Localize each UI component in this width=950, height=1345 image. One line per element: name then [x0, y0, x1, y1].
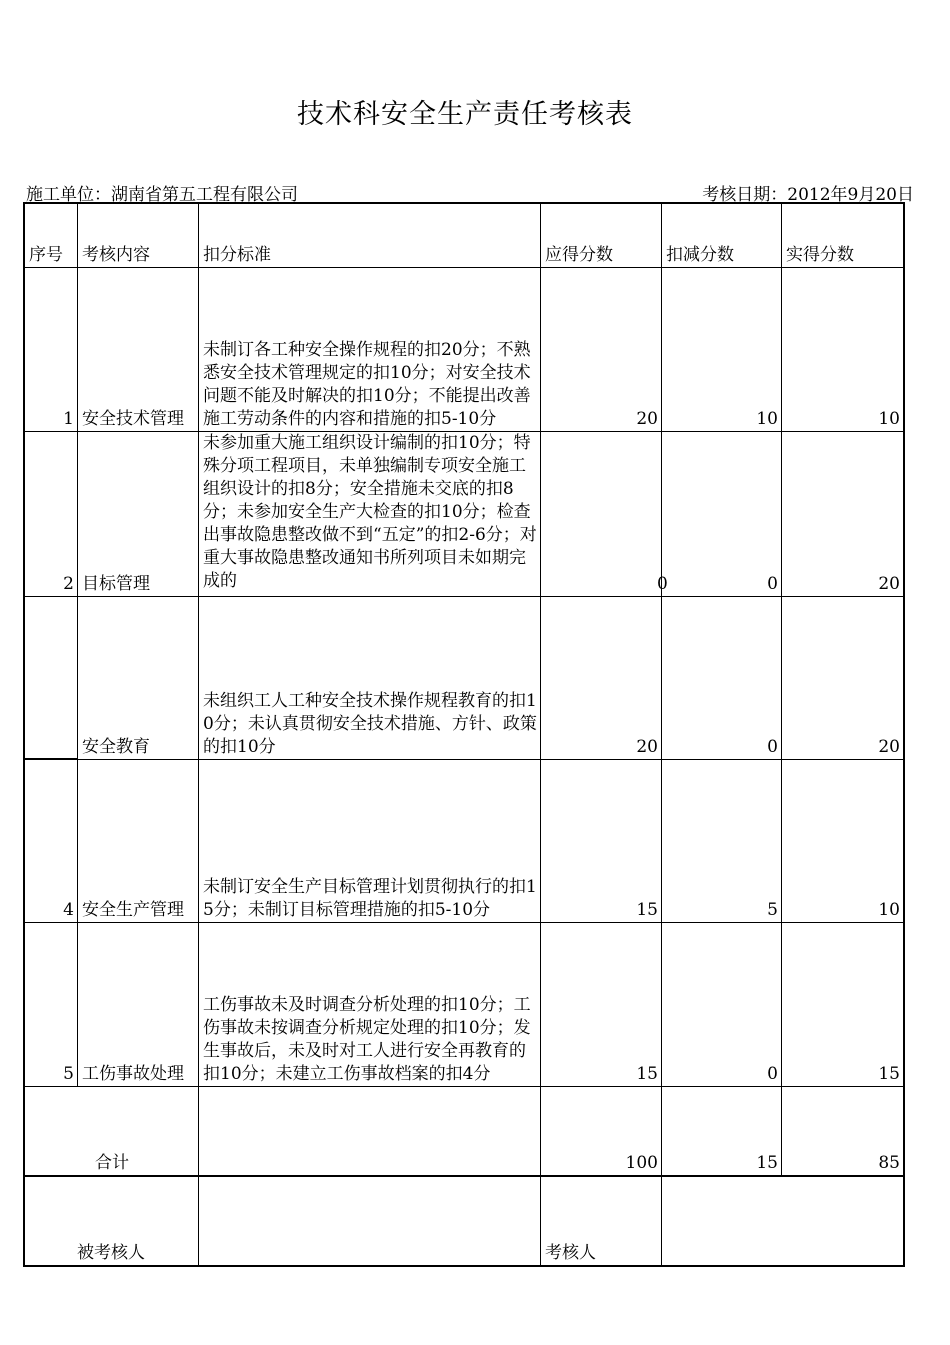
row-1-criteria: 未制订各工种安全操作规程的扣20分；不熟悉安全技术管理规定的扣10分；对安全技术问题不能及时解决的扣10分；不能提出改善施工劳动条件的内容和措施的扣5-10分: [198, 267, 541, 432]
header-no: 序号: [23, 202, 78, 268]
row-2-deduct: 0: [661, 431, 782, 597]
page-title: 技术科安全生产责任考核表: [297, 99, 633, 130]
row-1-no: 1: [23, 267, 78, 432]
row-3-deduct: 0: [661, 596, 782, 760]
construction-unit: 施工单位：湖南省第五工程有限公司: [26, 185, 298, 205]
total-actual: 85: [781, 1086, 905, 1177]
row-2-due: 0: [540, 431, 662, 597]
row-1-deduct: 10: [661, 267, 782, 432]
row-4-content: 安全生产管理: [77, 759, 199, 923]
row-4-due: 15: [540, 759, 662, 923]
row-4-actual: 10: [781, 759, 905, 923]
row-4-no: 4: [23, 759, 78, 923]
row-2-actual: 20: [781, 431, 905, 597]
assessor-label: 考核人: [540, 1176, 662, 1267]
total-criteria: [198, 1086, 541, 1177]
row-3-criteria: 未组织工人工种安全技术操作规程教育的扣10分；未认真贯彻安全技术措施、方针、政策的扣10分: [198, 596, 541, 760]
row-5-actual: 15: [781, 922, 905, 1087]
row-5-deduct: 0: [661, 922, 782, 1087]
row-3-content: 安全教育: [77, 596, 199, 760]
assessment-date: 考核日期：2012年9月20日: [702, 185, 914, 205]
row-4-criteria: 未制订安全生产目标管理计划贯彻执行的扣15分；未制订目标管理措施的扣5-10分: [198, 759, 541, 923]
row-5-due: 15: [540, 922, 662, 1087]
row-4-deduct: 5: [661, 759, 782, 923]
header-deduct: 扣减分数: [661, 202, 782, 268]
row-5-no: 5: [23, 922, 78, 1087]
header-criteria: 扣分标准: [198, 202, 541, 268]
row-1-actual: 10: [781, 267, 905, 432]
row-3-no: [23, 596, 78, 760]
header-due: 应得分数: [540, 202, 662, 268]
row-2-criteria: 未参加重大施工组织设计编制的扣10分；特殊分项工程项目，未单独编制专项安全施工组织设计的扣8分；安全措施未交底的扣8分；未参加安全生产大检查的扣10分；检查出事故隐患整改做不到“五定”的扣2-6分；对重大事故隐患整改通知书所列项目未如期完成的: [198, 431, 541, 597]
row-5-criteria: 工伤事故未及时调查分析处理的扣10分；工伤事故未按调查分析规定处理的扣10分；发生事故后，未及时对工人进行安全再教育的扣10分；未建立工伤事故档案的扣4分: [198, 922, 541, 1087]
assessee-label: 被考核人: [23, 1176, 199, 1267]
total-label: 合计: [23, 1086, 199, 1177]
row-3-due: 20: [540, 596, 662, 760]
header-content: 考核内容: [77, 202, 199, 268]
row-3-actual: 20: [781, 596, 905, 760]
row-2-content: 目标管理: [77, 431, 199, 597]
assessor-signature[interactable]: [661, 1176, 905, 1267]
total-due: 100: [540, 1086, 662, 1177]
row-1-due: 20: [540, 267, 662, 432]
row-2-no: 2: [23, 431, 78, 597]
row-1-content: 安全技术管理: [77, 267, 199, 432]
assessee-signature[interactable]: [198, 1176, 541, 1267]
total-deduct: 15: [661, 1086, 782, 1177]
row-5-content: 工伤事故处理: [77, 922, 199, 1087]
header-actual: 实得分数: [781, 202, 905, 268]
